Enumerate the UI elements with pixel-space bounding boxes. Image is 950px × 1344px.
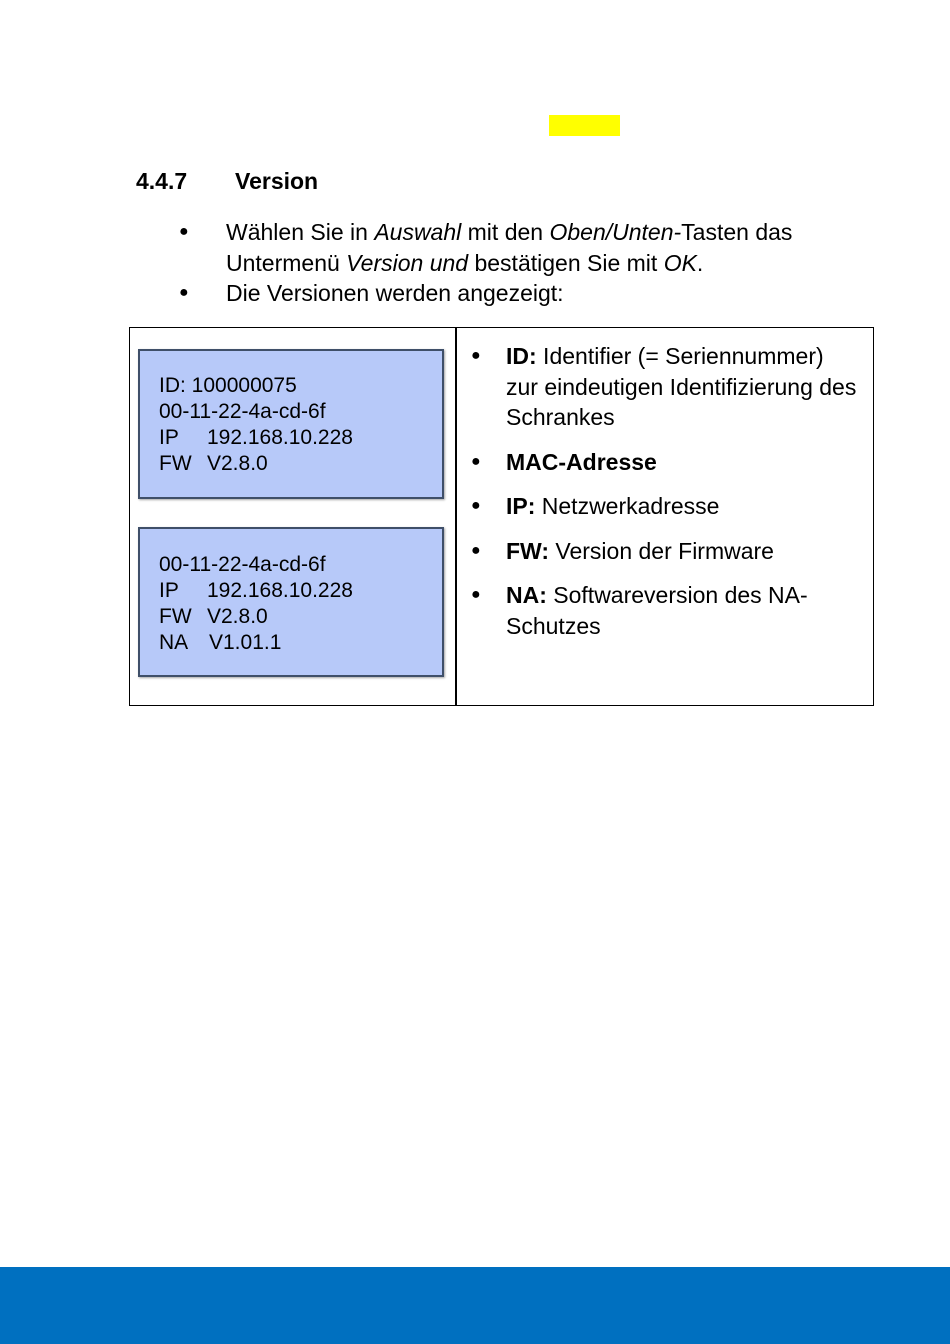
- bullet-icon: ●: [471, 452, 481, 470]
- intro-term-version: Version und: [346, 249, 469, 276]
- lcd-label: IP: [159, 579, 179, 602]
- lcd-value: V1.01.1: [209, 631, 282, 654]
- intro-item-versions: [179, 278, 866, 309]
- definition-item: [471, 536, 861, 567]
- lcd-line-ip: [159, 578, 442, 604]
- lcd-display-1: [138, 349, 444, 499]
- definition-text: Softwareversion des NA-Schutzes: [506, 582, 808, 639]
- section-heading: [136, 166, 318, 196]
- intro-text: Die Versionen werden angezeigt:: [226, 280, 564, 306]
- definition-term: IP:: [506, 493, 536, 519]
- intro-text: Wählen Sie in: [226, 219, 375, 245]
- yellow-highlight-mark: [549, 115, 620, 136]
- section-number: 4.4.7: [136, 168, 188, 194]
- bullet-icon: ●: [471, 497, 481, 514]
- intro-text: bestätigen Sie mit: [468, 249, 664, 276]
- lcd-value: 192.168.10.228: [207, 426, 353, 449]
- lcd-label: IP: [159, 426, 179, 449]
- lcd-line-mac: 00-11-22-4a-cd-6f: [159, 553, 326, 576]
- section-title: Version: [235, 168, 319, 194]
- intro-item-select: [179, 217, 866, 278]
- lcd-line-fw: [159, 451, 442, 477]
- lcd-value: 192.168.10.228: [207, 579, 353, 602]
- lcd-line-mac: 00-11-22-4a-cd-6f: [159, 400, 326, 423]
- lcd-line-na: [159, 630, 442, 656]
- intro-list: [179, 217, 866, 309]
- lcd-label: NA: [159, 631, 189, 654]
- definition-text: Netzwerkadresse: [535, 493, 720, 519]
- definition-text: Version der Firmware: [549, 537, 774, 564]
- intro-term-auswahl: Auswahl: [374, 219, 462, 245]
- intro-text: Tasten das Untermenü: [226, 219, 793, 276]
- definition-term: FW:: [506, 537, 550, 564]
- definition-list: [471, 341, 861, 655]
- definition-text: Identifier (= Seriennummer) zur eindeutigen Identifizierung des Schrankes: [506, 343, 857, 430]
- footer-bar: [0, 1267, 950, 1344]
- lcd-value: V2.8.0: [207, 452, 268, 475]
- definition-item: [471, 341, 861, 433]
- lcd-line-id: ID: 100000075: [159, 374, 297, 397]
- lcd-value: V2.8.0: [207, 605, 268, 628]
- lcd-label: FW: [159, 605, 192, 628]
- definition-term: ID:: [506, 343, 537, 369]
- lcd-line-ip: [159, 425, 442, 451]
- definition-item: [471, 491, 861, 522]
- table-divider: [455, 328, 457, 705]
- lcd-label: FW: [159, 452, 192, 475]
- definition-item: [471, 447, 861, 478]
- definition-term: NA:: [506, 582, 547, 608]
- intro-term-ok: OK: [663, 249, 697, 276]
- bullet-icon: ●: [179, 284, 189, 301]
- bullet-icon: ●: [471, 541, 481, 559]
- version-table: [129, 327, 874, 706]
- bullet-icon: ●: [179, 223, 189, 240]
- bullet-icon: ●: [471, 347, 481, 364]
- intro-text: mit den: [461, 219, 550, 245]
- bullet-icon: ●: [471, 586, 481, 603]
- definition-term: MAC-Adresse: [506, 448, 657, 475]
- intro-term-oben-unten: Oben/Unten-: [549, 219, 682, 245]
- lcd-display-2: [138, 527, 444, 677]
- lcd-line-fw: [159, 604, 442, 630]
- definition-item: [471, 580, 861, 641]
- intro-text: .: [696, 249, 704, 276]
